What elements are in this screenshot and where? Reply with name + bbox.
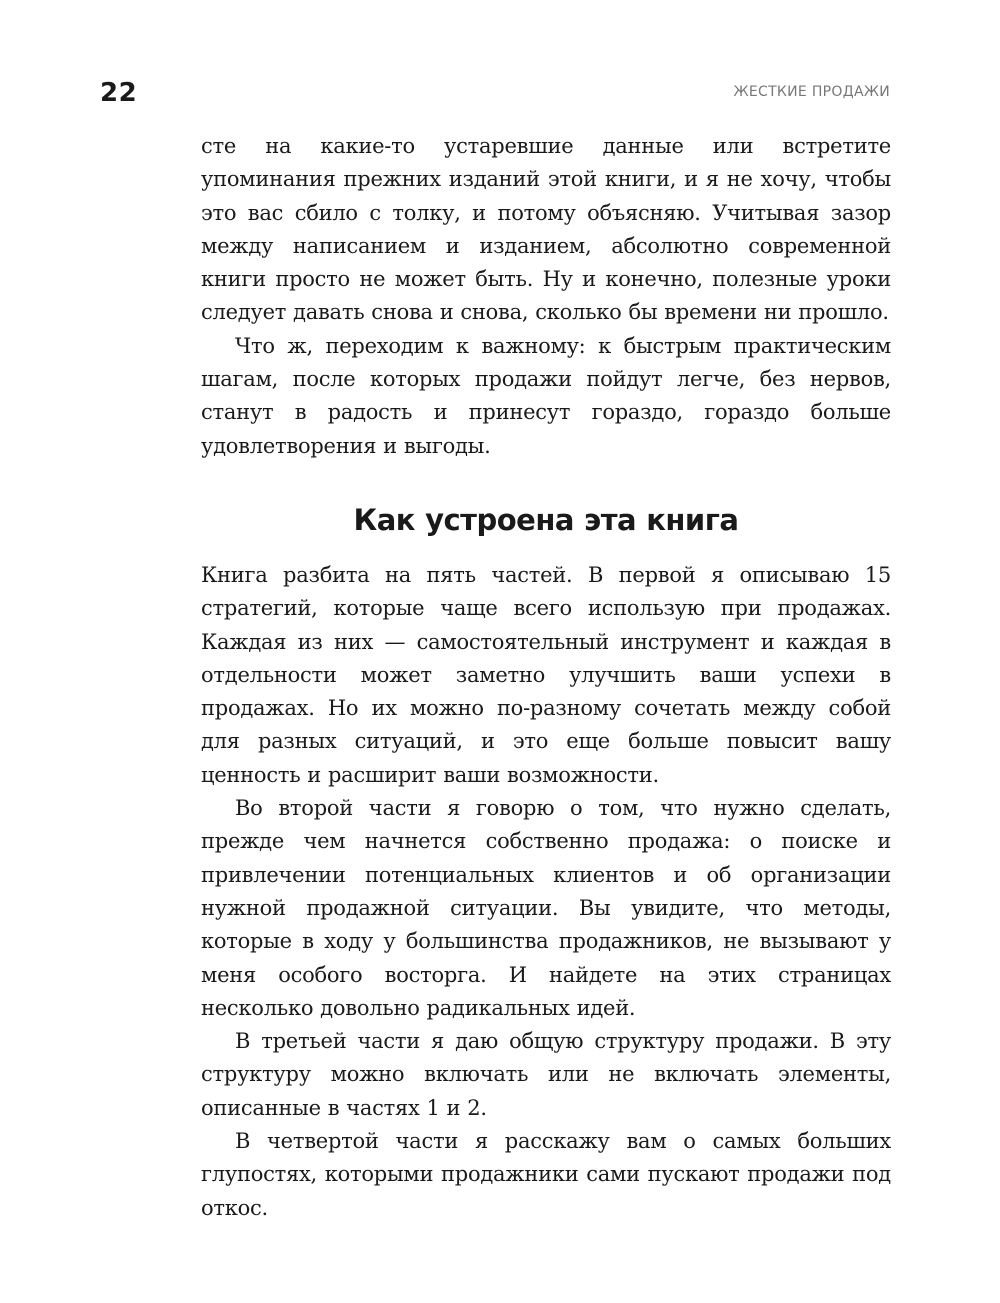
paragraph: В четвертой части я расскажу вам о самых больших глупостях, которыми продажники сами пускают продажи под откос. — [201, 1129, 891, 1220]
paragraph: Что ж, переходим к важному: к быстрым практическим шагам, после которых продажи пойдут легче, без нервов, станут в радость и принесут гораздо, гораздо больше удовлетворения и выгоды. — [201, 333, 891, 458]
paragraph: Книга разбита на пять частей. В первой я описываю 15 стратегий, которые чаще всего использую при продажах. Каждая из них — самостоятельный инструмент и каждая в отдельности может заметно улучшить ваши успехи в продажах. Но их можно по-разному сочетать между собой для разных ситуаций, и это еще больше повысит вашу ценность и расширит ваши возможности. — [201, 562, 891, 787]
page-body — [201, 130, 891, 1225]
running-header-title: ЖЕСТКИЕ ПРОДАЖИ — [733, 84, 890, 100]
section-heading: Как устроена эта книга — [353, 502, 739, 537]
page-number: 22 — [100, 78, 138, 108]
paragraph: В третьей части я даю общую структуру продажи. В эту структуру можно включать или не включать элементы, описанные в частях 1 и 2. — [201, 1029, 891, 1120]
paragraph-continuation: сте на какие-то устаревшие данные или встретите упоминания прежних изданий этой книги, и я не хочу, чтобы это вас сбило с толку, и потому объясняю. Учитывая зазор между написанием и изданием, абсолютно современной книги просто не может быть. Ну и конечно, полезные уроки следует давать снова и снова, сколько бы времени ни прошло. — [201, 134, 891, 325]
paragraph: Во второй части я говорю о том, что нужно сделать, прежде чем начнется собственно продажа: о поиске и привлечении потенциальных клиентов и об организации нужной продажной ситуации. Вы увидите, что методы, которые в ходу у большинства продажников, не вызывают у меня особого восторга. И найдете на этих страницах несколько довольно радикальных идей. — [201, 796, 891, 1020]
